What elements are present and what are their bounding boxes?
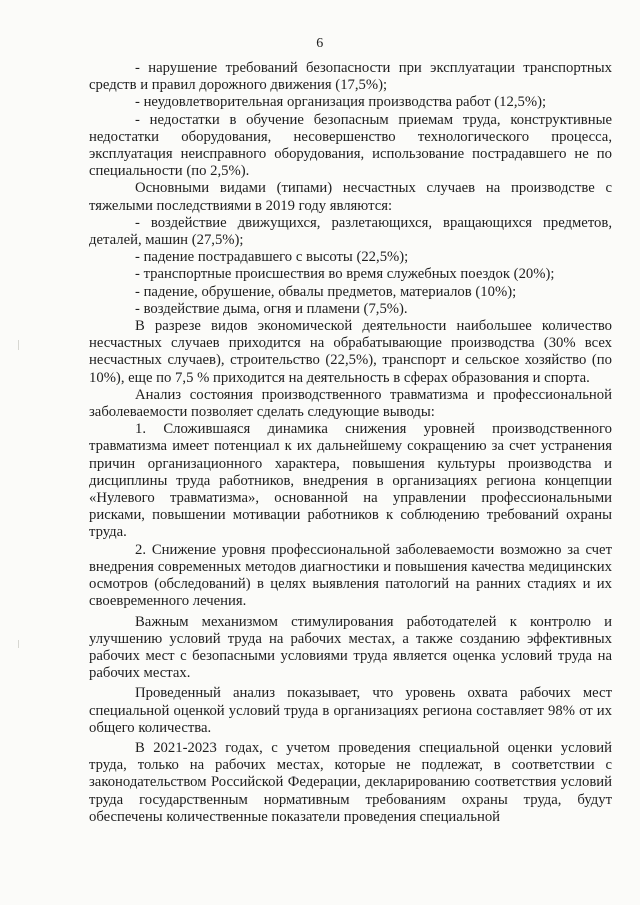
paragraph: Анализ состояния производственного травматизма и профессиональной заболеваемости позволяет сделать следующие выводы:: [89, 386, 612, 421]
paragraph: Основными видами (типами) несчастных случаев на производстве с тяжелыми последствиями в 2019 году являются:: [89, 180, 612, 214]
paragraph: - транспортные происшествия во время служебных поездок (20%);: [135, 266, 555, 283]
page-number: 6: [316, 36, 324, 51]
paragraph: - воздействие движущихся, разлетающихся, вращающихся предметов, деталей, машин (27,5%);: [89, 214, 612, 249]
body-text: [89, 60, 612, 826]
paragraph: 2. Снижение уровня профессиональной заболеваемости возможно за счет внедрения современных методов диагностики и повышения качества медицинских осмотров (обследований) в целях выявления патологий на ранних стадиях и их своевременного лечения.: [89, 541, 612, 610]
paragraph: В 2021-2023 годах, с учетом проведения специальной оценки условий труда, только на рабочих местах, которые не подлежат, в соответствии с законодательством Российской Федерации, декларированию соответствия условий труда государственным нормативным требованиям охраны труда, будут обеспечены количественные показатели проведения специальной: [89, 739, 612, 825]
scan-edge-mark: [18, 340, 19, 350]
paragraph: - недостатки в обучение безопасным приемам труда, конструктивные недостатки оборудования, несовершенство технологического процесса, эксплуатация неисправного оборудования, использование пострадавшего не по специальности (по 2,5%).: [89, 111, 612, 180]
scan-edge-mark: [18, 640, 19, 648]
paragraph: - нарушение требований безопасности при эксплуатации транспортных средств и правил дорожного движения (17,5%);: [89, 60, 612, 94]
paragraph: - падение, обрушение, обвалы предметов, материалов (10%);: [135, 283, 517, 300]
paragraph: Проведенный анализ показывает, что уровень охвата рабочих мест специальной оценкой условий труда в организациях региона составляет 98% от их общего количества.: [89, 685, 612, 736]
paragraph: 1. Сложившаяся динамика снижения уровней производственного травматизма имеет потенциал к их дальнейшему сокращению за счет устранения причин организационного характера, повышения культуры производства и дисциплины труда работников, внедрения в организациях региона концепции «Нулевого травматизма», основанной на управлении профессиональными рисками, повышении мотивации работников к соблюдению требований охраны труда.: [89, 421, 612, 541]
paragraph: - неудовлетворительная организация производства работ (12,5%);: [135, 94, 547, 111]
paragraph: - воздействие дыма, огня и пламени (7,5%).: [135, 300, 408, 317]
paragraph: В разрезе видов экономической деятельности наибольшее количество несчастных случаев приходится на обрабатывающие производства (30% всех несчастных случаев), строительство (22,5%), транспорт и сельское хозяйство (по 10%), еще по 7,5 % приходится на деятельность в сферах образования и спорта.: [89, 318, 612, 386]
paragraph: Важным механизмом стимулирования работодателей к контролю и улучшению условий труда на рабочих местах, а также созданию эффективных рабочих мест с безопасными условиями труда является оценка условий труда на рабочих местах.: [89, 613, 612, 682]
paragraph: - падение пострадавшего с высоты (22,5%);: [135, 249, 409, 266]
